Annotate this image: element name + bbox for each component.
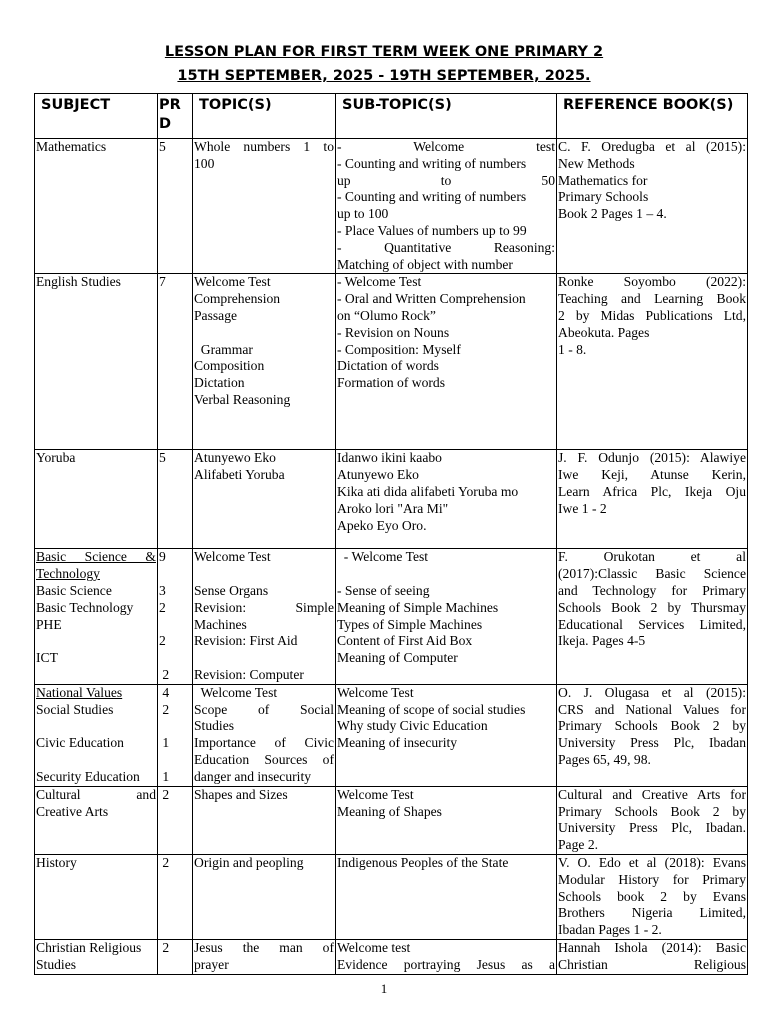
reference-cell — [557, 139, 748, 274]
cell-line: Schools book 2 by Evans — [558, 888, 746, 904]
cell-line: Types of Simple Machines — [337, 616, 483, 632]
period-cell — [158, 786, 193, 854]
period-cell — [158, 939, 193, 974]
cell-line: 100 — [194, 155, 215, 171]
cell-line: Machines — [194, 616, 247, 632]
cell-line: Importance of Civic — [194, 735, 334, 751]
period-cell — [158, 684, 193, 786]
cell-line: Meaning of insecurity — [337, 735, 458, 751]
cell-line: 2 — [159, 666, 170, 682]
subtopic-cell — [336, 139, 557, 274]
reference-cell — [557, 549, 748, 684]
cell-line: CRS and National Values for — [558, 701, 746, 717]
table-row — [35, 684, 748, 786]
cell-line: Security Education — [36, 768, 140, 784]
cell-line: Dictation of words — [337, 358, 439, 374]
cell-line: - Composition: Myself — [337, 341, 461, 357]
cell-line: Aroko lori "Ara Mi" — [337, 500, 449, 516]
header-subject: SUBJECT — [35, 94, 158, 139]
cell-line: Educational Services Limited, — [558, 616, 746, 632]
cell-line: - Quantitative Reasoning: — [337, 239, 555, 255]
cell-line: Ibadan Pages 1 - 2. — [558, 922, 662, 938]
subject-cell — [35, 786, 158, 854]
cell-line: - Counting and writing of numbers — [337, 189, 527, 205]
cell-line: Atunyewo Eko — [194, 450, 276, 466]
reference-cell — [557, 786, 748, 854]
cell-line: Modular History for Primary — [558, 871, 746, 887]
cell-line: 4 — [159, 684, 170, 700]
cell-line: Jesus the man of — [194, 939, 334, 955]
cell-line: Ronke Soyombo (2022): — [558, 274, 746, 290]
reference-cell — [557, 274, 748, 450]
table-row — [35, 549, 748, 684]
table-row — [35, 274, 748, 450]
cell-line: Composition — [194, 358, 265, 374]
cell-line: Social Studies — [36, 701, 114, 717]
cell-line: Welcome Test — [194, 684, 278, 700]
cell-line: Meaning of Shapes — [337, 803, 442, 819]
cell-line — [194, 566, 334, 583]
cell-line: Content of First Aid Box — [337, 633, 473, 649]
cell-line: 7 — [159, 274, 166, 290]
cell-line: Formation of words — [337, 375, 445, 391]
cell-line: Alifabeti Yoruba — [194, 467, 285, 483]
cell-line — [337, 566, 555, 583]
cell-line: - Place Values of numbers up to 99 — [337, 222, 527, 238]
cell-line: 2 — [159, 599, 166, 615]
cell-line: Scope of Social — [194, 701, 334, 717]
cell-line: Civic Education — [36, 735, 124, 751]
cell-line: Indigenous Peoples of the State — [337, 854, 509, 870]
cell-line: Meaning of scope of social studies — [337, 701, 526, 717]
cell-line — [194, 650, 334, 667]
cell-line: Primary Schools Book 2 by — [558, 718, 746, 734]
cell-line: 2 by Midas Publications Ltd, — [558, 307, 746, 323]
cell-line: Whole numbers 1 to — [194, 139, 334, 154]
cell-line: Revision: First Aid — [194, 633, 298, 649]
cell-line: PHE — [36, 616, 62, 632]
cell-line: New Methods — [558, 155, 635, 171]
cell-line: Schools Book 2 by Thursmay — [558, 599, 746, 615]
reference-cell — [557, 854, 748, 939]
cell-line: Welcome Test — [194, 274, 271, 290]
page-number: 1 — [380, 981, 388, 996]
cell-line: up to 50 — [337, 172, 555, 188]
cell-line: F. Orukotan et al — [558, 549, 746, 565]
reference-cell — [557, 684, 748, 786]
cell-line: Pages 65, 49, 98. — [558, 751, 651, 767]
cell-line: Grammar — [194, 341, 253, 357]
cell-line: V. O. Edo et al (2018): Evans — [558, 854, 746, 870]
cell-line: Learn Africa Plc, Ikeja Oju — [558, 483, 746, 499]
cell-line — [159, 718, 191, 735]
cell-line: Studies — [194, 718, 235, 734]
cell-line: Meaning of Simple Machines — [337, 599, 499, 615]
cell-line: Apeko Eyo Oro. — [337, 517, 427, 533]
cell-line: J. F. Odunjo (2015): Alawiye — [558, 450, 746, 466]
subject-cell — [35, 854, 158, 939]
cell-line: Origin and peopling — [194, 854, 304, 870]
cell-line: O. J. Olugasa et al (2015): — [558, 684, 746, 700]
subject-cell — [35, 450, 158, 549]
cell-line: Mathematics — [36, 139, 107, 154]
cell-line: University Press Plc, Ibadan. — [558, 820, 746, 836]
period-cell — [158, 139, 193, 274]
cell-line: Basic Science — [36, 582, 112, 598]
cell-line: Primary Schools — [558, 189, 649, 205]
cell-line: Evidence portraying Jesus as a — [337, 956, 555, 972]
cell-line: Why study Civic Education — [337, 718, 488, 734]
cell-line: 5 — [159, 450, 166, 466]
cell-line: Ikeja. Pages 4-5 — [558, 633, 646, 649]
header-reference: REFERENCE BOOK(S) — [557, 94, 748, 139]
cell-line: - Sense of seeing — [337, 582, 430, 598]
table-row — [35, 450, 748, 549]
cell-line: - Welcome Test — [337, 549, 429, 565]
cell-line: Mathematics for — [558, 172, 648, 188]
header-topics: TOPIC(S) — [193, 94, 336, 139]
cell-line: 2 — [159, 939, 170, 955]
cell-line: Verbal Reasoning — [194, 391, 291, 407]
cell-line: 2 — [159, 854, 170, 870]
cell-line: (2017):Classic Basic Science — [558, 566, 746, 582]
cell-line: - Counting and writing of numbers — [337, 155, 527, 171]
topic-cell — [193, 786, 336, 854]
cell-line: - Welcome Test — [337, 274, 422, 290]
cell-line: Meaning of Computer — [337, 650, 458, 666]
cell-line — [36, 633, 156, 650]
cell-line — [159, 650, 191, 667]
cell-line — [194, 325, 334, 342]
cell-line: Welcome Test — [194, 549, 271, 565]
cell-line: Brothers Nigeria Limited, — [558, 905, 746, 921]
subtopic-cell — [336, 549, 557, 684]
cell-line: 5 — [159, 139, 166, 154]
cell-line: Sense Organs — [194, 582, 269, 598]
topic-cell — [193, 939, 336, 974]
cell-line: ICT — [36, 650, 58, 666]
header-period: PR D — [158, 94, 193, 139]
cell-line: 2 — [159, 633, 166, 649]
cell-line: 9 — [159, 549, 166, 565]
subtopic-cell — [336, 939, 557, 974]
cell-line: danger and insecurity — [194, 768, 312, 784]
cell-line: prayer — [194, 956, 229, 972]
cell-line: Shapes and Sizes — [194, 786, 288, 802]
subject-cell — [35, 139, 158, 274]
subtopic-cell — [336, 854, 557, 939]
cell-line: Passage — [194, 307, 238, 323]
cell-line: Hannah Ishola (2014): Basic — [558, 939, 746, 955]
cell-line: Primary Schools Book 2 by — [558, 803, 746, 819]
cell-line: Yoruba — [36, 450, 76, 466]
reference-cell — [557, 450, 748, 549]
cell-line: Christian Religious — [36, 939, 142, 955]
period-cell — [158, 854, 193, 939]
cell-line: Teaching and Learning Book — [558, 291, 746, 307]
cell-line: Abeokuta. Pages — [558, 324, 650, 340]
cell-line: Basic Technology — [36, 599, 134, 615]
subtopic-cell — [336, 274, 557, 450]
topic-cell — [193, 450, 336, 549]
cell-line: Revision: Computer — [194, 666, 304, 682]
cell-line: Iwe Keji, Atunse Kerin, — [558, 467, 746, 483]
cell-line: Cultural and — [36, 786, 156, 802]
cell-line: Cultural and Creative Arts for — [558, 786, 746, 802]
lesson-plan-table — [34, 93, 748, 975]
cell-line: Revision: Simple — [194, 599, 334, 615]
period-cell — [158, 274, 193, 450]
cell-line: English Studies — [36, 274, 121, 290]
cell-line: Education Sources of — [194, 751, 334, 767]
cell-line: Idanwo ikini kaabo — [337, 450, 442, 466]
cell-line: Christian Religious — [558, 956, 746, 972]
cell-line: Creative Arts — [36, 803, 109, 819]
topic-cell — [193, 139, 336, 274]
topic-cell — [193, 684, 336, 786]
cell-line: up to 100 — [337, 206, 389, 222]
cell-line: 3 — [159, 582, 166, 598]
cell-line: on “Olumo Rock” — [337, 307, 436, 323]
cell-line: Page 2. — [558, 837, 599, 853]
cell-line: - Welcome test — [337, 139, 555, 154]
subject-cell — [35, 939, 158, 974]
topic-cell — [193, 854, 336, 939]
cell-line — [159, 617, 191, 634]
cell-line: History — [36, 854, 77, 870]
topic-cell — [193, 549, 336, 684]
cell-line: National Values — [36, 684, 123, 700]
cell-line: Welcome Test — [337, 786, 414, 802]
table-header-row — [35, 94, 748, 139]
subtopic-cell — [336, 450, 557, 549]
cell-line: and Technology for Primary — [558, 582, 746, 598]
header-subtopics: SUB-TOPIC(S) — [336, 94, 557, 139]
cell-line: Welcome Test — [337, 684, 414, 700]
subtopic-cell — [336, 684, 557, 786]
cell-line — [36, 718, 156, 735]
cell-line — [159, 752, 191, 769]
cell-line: Kika ati dida alifabeti Yoruba mo — [337, 483, 519, 499]
subject-cell — [35, 274, 158, 450]
table-row — [35, 854, 748, 939]
cell-line: Welcome test — [337, 939, 411, 955]
reference-cell — [557, 939, 748, 974]
period-cell — [158, 549, 193, 684]
cell-line: Atunyewo Eko — [337, 467, 419, 483]
cell-line: Iwe 1 - 2 — [558, 500, 607, 516]
cell-line: 1 — [159, 735, 170, 751]
cell-line: Dictation — [194, 375, 245, 391]
cell-line: Technology — [36, 566, 100, 582]
cell-line — [159, 566, 191, 583]
cell-line: 1 - 8. — [558, 341, 587, 357]
cell-line: - Revision on Nouns — [337, 324, 450, 340]
subject-cell — [35, 684, 158, 786]
table-row — [35, 786, 748, 854]
cell-line: - Oral and Written Comprehension — [337, 291, 526, 307]
cell-line: University Press Plc, Ibadan — [558, 735, 746, 751]
cell-line: 1 — [159, 768, 170, 784]
subject-cell — [35, 549, 158, 684]
cell-line: Matching of object with number — [337, 256, 513, 272]
cell-line: 2 — [159, 786, 170, 802]
period-cell — [158, 450, 193, 549]
subtopic-cell — [336, 786, 557, 854]
cell-line: Comprehension — [194, 291, 281, 307]
table-row — [35, 139, 748, 274]
table-row — [35, 939, 748, 974]
cell-line — [36, 752, 156, 769]
topic-cell — [193, 274, 336, 450]
cell-line: Studies — [36, 956, 77, 972]
cell-line: C. F. Oredugba et al (2015): — [558, 139, 746, 154]
document-date-range: 15TH SEPTEMBER, 2025 - 19TH SEPTEMBER, 2025. — [177, 68, 591, 84]
document-title: LESSON PLAN FOR FIRST TERM WEEK ONE PRIMARY 2 — [164, 44, 604, 60]
cell-line: Basic Science & — [36, 549, 156, 565]
cell-line: Book 2 Pages 1 – 4. — [558, 206, 667, 222]
cell-line: 2 — [159, 701, 170, 717]
